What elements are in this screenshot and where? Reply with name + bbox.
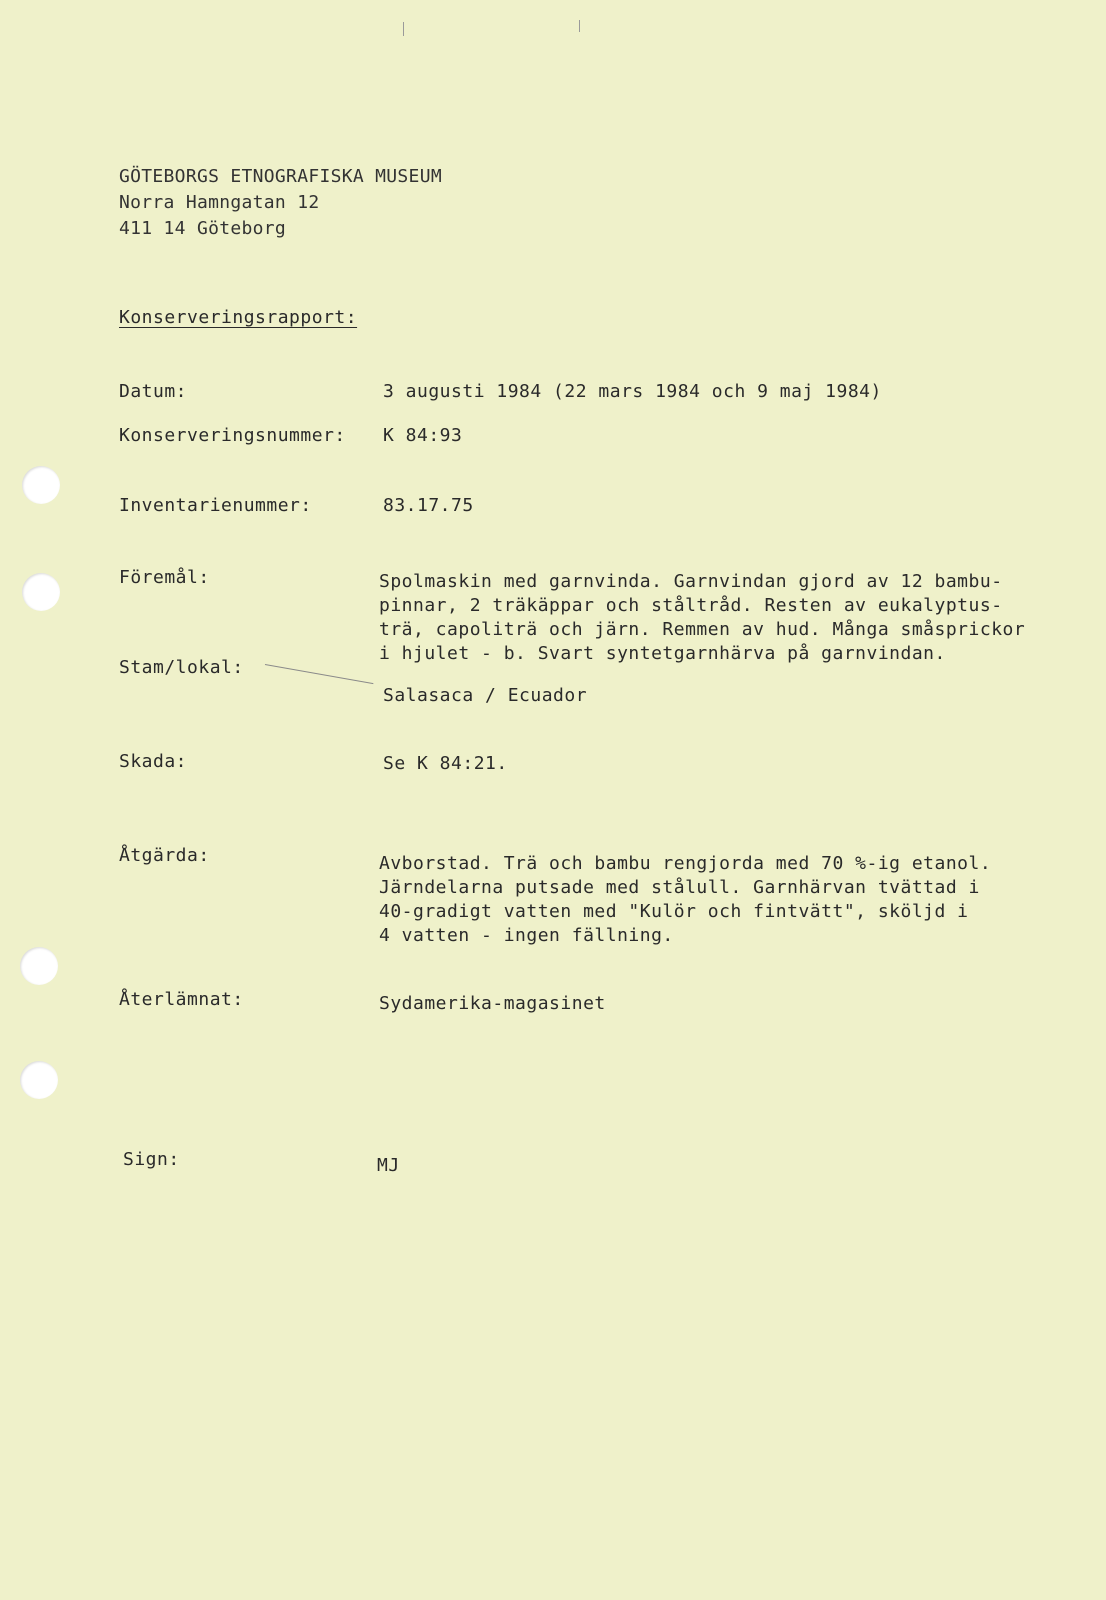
museum-name: GÖTEBORGS ETNOGRAFISKA MUSEUM <box>119 166 442 187</box>
museum-city: 411 14 Göteborg <box>119 218 287 239</box>
atgarda-line-4: 4 vatten - ingen fällning. <box>379 925 674 946</box>
stray-mark <box>403 22 404 36</box>
foremal-line-1: Spolmaskin med garnvinda. Garnvindan gjord av 12 bambu- <box>379 571 1003 592</box>
inventarienummer-label: Inventarienummer: <box>119 495 312 516</box>
report-title: Konserveringsrapport: <box>119 307 358 328</box>
inventarienummer-value: 83.17.75 <box>383 495 474 516</box>
museum-street: Norra Hamngatan 12 <box>119 192 320 213</box>
atgarda-label: Åtgärda: <box>119 845 210 866</box>
skada-label: Skada: <box>119 751 188 772</box>
punch-hole-3 <box>20 947 58 985</box>
skada-value: Se K 84:21. <box>383 753 508 774</box>
aterlamnat-value: Sydamerika-magasinet <box>379 993 606 1014</box>
punch-hole-2 <box>22 573 60 611</box>
sign-value: MJ <box>377 1155 400 1176</box>
punch-hole-1 <box>22 466 60 504</box>
stray-mark <box>579 20 580 32</box>
stamlokal-label: Stam/lokal: <box>119 657 244 678</box>
atgarda-line-3: 40-gradigt vatten med "Kulör och fintvätt", sköljd i <box>379 901 969 922</box>
foremal-line-4: i hjulet - b. Svart syntetgarnhärva på garnvindan. <box>379 643 946 664</box>
konserveringsnummer-value: K 84:93 <box>383 425 463 446</box>
sign-label: Sign: <box>123 1149 180 1170</box>
datum-value: 3 augusti 1984 (22 mars 1984 och 9 maj 1984) <box>383 381 882 402</box>
foremal-line-3: trä, capoliträ och järn. Remmen av hud. Många småsprickor <box>379 619 1026 640</box>
aterlamnat-label: Återlämnat: <box>119 989 244 1010</box>
foremal-label: Föremål: <box>119 567 210 588</box>
atgarda-line-1: Avborstad. Trä och bambu rengjorda med 70 %-ig etanol. <box>379 853 992 874</box>
datum-label: Datum: <box>119 381 188 402</box>
konserveringsnummer-label: Konserveringsnummer: <box>119 425 346 446</box>
atgarda-line-2: Järndelarna putsade med stålull. Garnhärvan tvättad i <box>379 877 980 898</box>
foremal-line-2: pinnar, 2 träkäppar och ståltråd. Resten av eukalyptus- <box>379 595 1003 616</box>
stamlokal-value: Salasaca / Ecuador <box>383 685 588 706</box>
punch-hole-4 <box>20 1061 58 1099</box>
leader-line <box>265 664 374 684</box>
